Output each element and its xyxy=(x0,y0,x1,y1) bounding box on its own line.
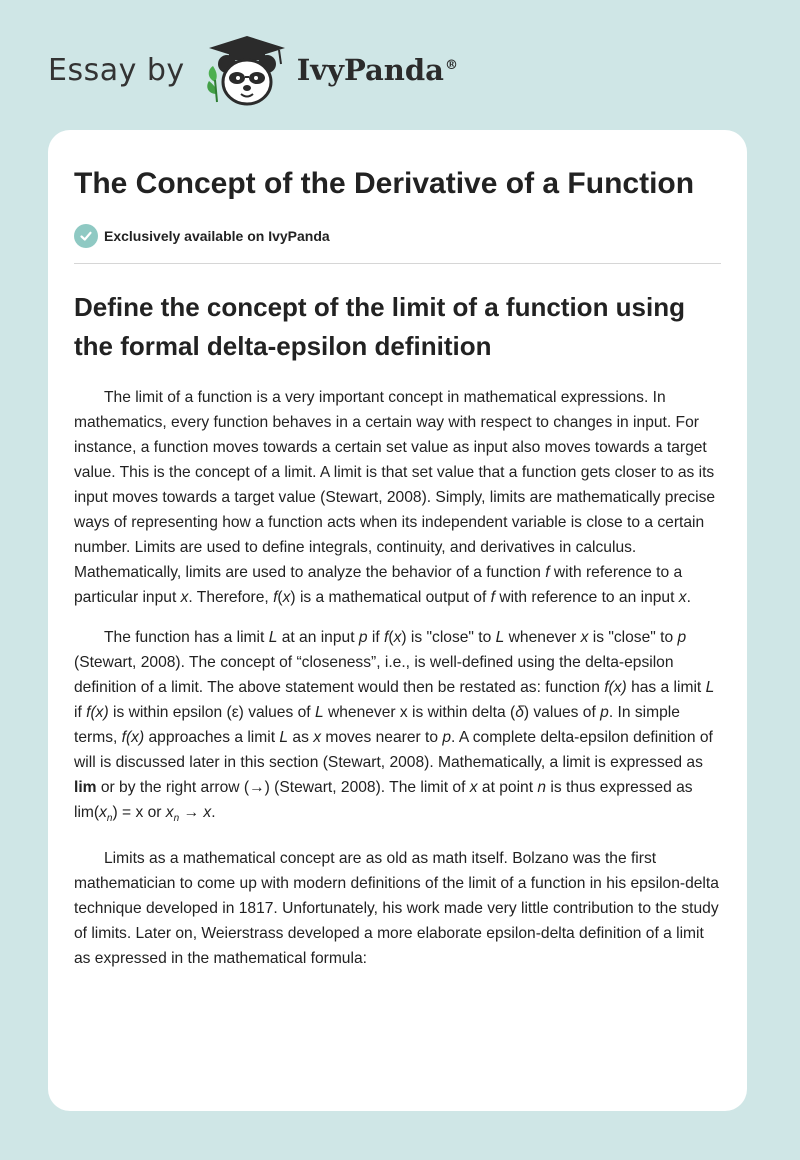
brand-name[interactable] xyxy=(297,53,458,87)
site-header xyxy=(48,30,458,110)
brand-text: IvyPanda xyxy=(296,53,444,87)
registered-mark: ® xyxy=(444,58,458,74)
paragraph-3: Limits as a mathematical concept are as old as math itself. Bolzano was the first mathematician to come up with modern definitions of the limit of a function in his epsilon-delta technique developed in 1817. Unfortunately, his work made very little contribution to the study of limits. Later on, Weierstrass developed a more elaborate epsilon-delta definition of a limit as expressed in the mathematical formula: xyxy=(74,850,719,968)
article-card xyxy=(48,130,747,1111)
check-icon xyxy=(74,224,98,248)
section-heading: Define the concept of the limit of a function using the formal delta-epsilon definition xyxy=(74,292,685,361)
paragraph-1: The limit of a function is a very important concept in mathematical expressions. In mathematics, every function behaves in a certain way with respect to changes in input. For instance, a function moves towards a certain set value as input also moves towards a target value. This is the concept of a limit. A limit is that set value that a function gets closer to as its input moves towards a target value (Stewart, 2008). Simply, limits are mathematically precise ways of representing how a function acts when its independent variable is close to a certain number. Limits are used to define integrals, continuity, and derivatives in calculus. Mathematically, limits are used to analyze the behavior of a function f with reference to a particular input x. Therefore, f(x) is a mathematical output of f with reference to an input x. xyxy=(74,389,716,606)
article-title: The Concept of the Derivative of a Function xyxy=(74,167,695,200)
badge-label: Exclusively available on IvyPanda xyxy=(104,228,330,244)
essay-by-label: Essay by xyxy=(48,52,185,88)
paragraph-2: The function has a limit L at an input p if f(x) is "close" to L whenever x is "close" to p (Stewart, 2008). The concept of “closeness”, i.e., is well-defined using the delta-epsilon definition of a limit. The above statement would then be restated as: function f(x) has a limit L if f(x) is within epsilon (ε) values of L whenever x is within delta (δ) values of p. In simple terms, f(x) approaches a limit L as x moves nearer to p. A complete delta-epsilon definition of will is discussed later in this section (Stewart, 2008). Mathematically, a limit is expressed as lim or by the right arrow (→) (Stewart, 2008). The limit of x at point n is thus expressed as $\lim(x_n) = x$ or $x_n \to x$. xyxy=(74,629,715,825)
panda-graduate-icon[interactable] xyxy=(201,30,293,110)
divider xyxy=(74,263,721,264)
exclusive-badge xyxy=(74,224,721,248)
